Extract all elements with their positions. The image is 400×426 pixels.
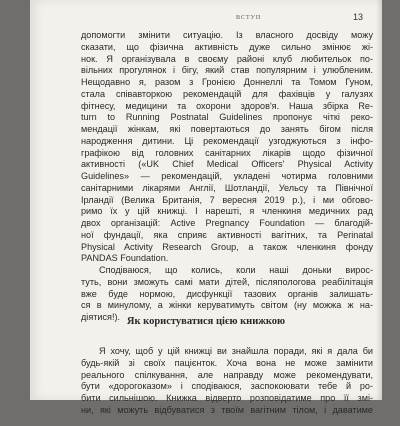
text-line: мендації жінкам, які повертаються до занять бігом після xyxy=(81,124,373,134)
paragraph-3 xyxy=(81,346,373,417)
text-line: ної фундації, яка сприяє активності вагітних, та Perinatal xyxy=(81,229,373,240)
text-line: діятися!). xyxy=(81,312,121,322)
text-line: Ірландії (Велика Британія, 7 вересня 2019 р.), і ми обгово- xyxy=(81,194,373,205)
text-line: turn to Running Postnatal Guidelines пропонує чіткі реко- xyxy=(81,112,373,123)
text-line: народження дитини. Ці рекомендації узгоджуються з інфо- xyxy=(81,135,373,146)
text-line: Guidelines» — рекомендацій, укладені чотирма головними xyxy=(81,171,373,181)
page-edge-shadow xyxy=(376,0,382,400)
text-line: Сподіваюся, що колись, коли наші доньки вирос- xyxy=(99,265,373,275)
text-line: сказати, що фізична активність дуже сильно змінює жі- xyxy=(81,41,373,52)
text-line: реального спілкування, але направду може рекомендувати, xyxy=(81,369,373,380)
text-line: PANDAS Foundation. xyxy=(81,253,169,264)
text-line: допомогти змінити ситуацію. Із власного досвіду можу xyxy=(81,30,373,40)
paragraph-1 xyxy=(81,30,373,265)
text-line: стала співавторкою рекомендацій для фахівців у галузях xyxy=(81,88,373,99)
text-line: активності («UK Chief Medical Officers' Physical Activity xyxy=(81,159,373,170)
paragraph-2 xyxy=(81,265,373,324)
text-line: ни, які можуть відбуватися з твоїм вагітним тілом, і даватиме xyxy=(81,404,373,415)
text-line: ся в минулому, а жінки керуватимуть світом (ну можжа ж на- xyxy=(81,300,373,311)
text-line: будь-якій зі своїх пацієнток. Хоча вона не може замінити xyxy=(81,357,373,368)
running-head xyxy=(30,12,382,28)
text-line: римо їх у цій книжці. І нарешті, я членкиня медичних рад xyxy=(81,206,373,217)
text-line: вільних прогулянок і бігу, який став популярним і улюбленим. xyxy=(81,65,373,76)
body-text xyxy=(81,30,373,324)
text-line: Я хочу, щоб у цій книжці ви знайшла поради, які я дала би xyxy=(99,346,373,357)
section-heading: Як користуватися цією книжкою xyxy=(126,316,286,327)
text-line: фітнесу, медицини та охорони здоров'я. Наша збірка Re- xyxy=(81,100,373,111)
text-line: двох організацій: Active Pregnancy Foundation — благодій- xyxy=(81,218,373,228)
book-page xyxy=(30,0,382,415)
section-body-text xyxy=(81,337,373,426)
running-head-title: ВСТУП xyxy=(236,15,262,21)
page-number: 13 xyxy=(353,12,364,22)
text-line: графікою від головних санітарних лікарів щодо фізичної xyxy=(81,147,373,158)
text-line: бути «дорогоказом» і сподіваюся, заспокоювати тебе й ро- xyxy=(81,381,373,392)
text-line: туть, вони зможуть самі мати дітей, післяпологова реабілітація xyxy=(81,276,373,287)
text-line: санітарними лікарями Англії, Шотландії, Уельсу та Північної xyxy=(81,182,373,193)
text-line: вже буде нормою, дисфункції тазових органів залишать- xyxy=(81,288,373,299)
text-line: Physical Activity Research Group, а також членкиня фонду xyxy=(81,241,373,252)
text-line: нок. Я організувала в своєму районі клуб любительок по- xyxy=(81,53,373,64)
text-line: бити сильнішою. Книжка відверто розповідатиме про її змі- xyxy=(81,393,373,404)
text-line: Нещодавно я, разом з Гронією Доннеллі та Томом Гуном, xyxy=(81,77,373,87)
